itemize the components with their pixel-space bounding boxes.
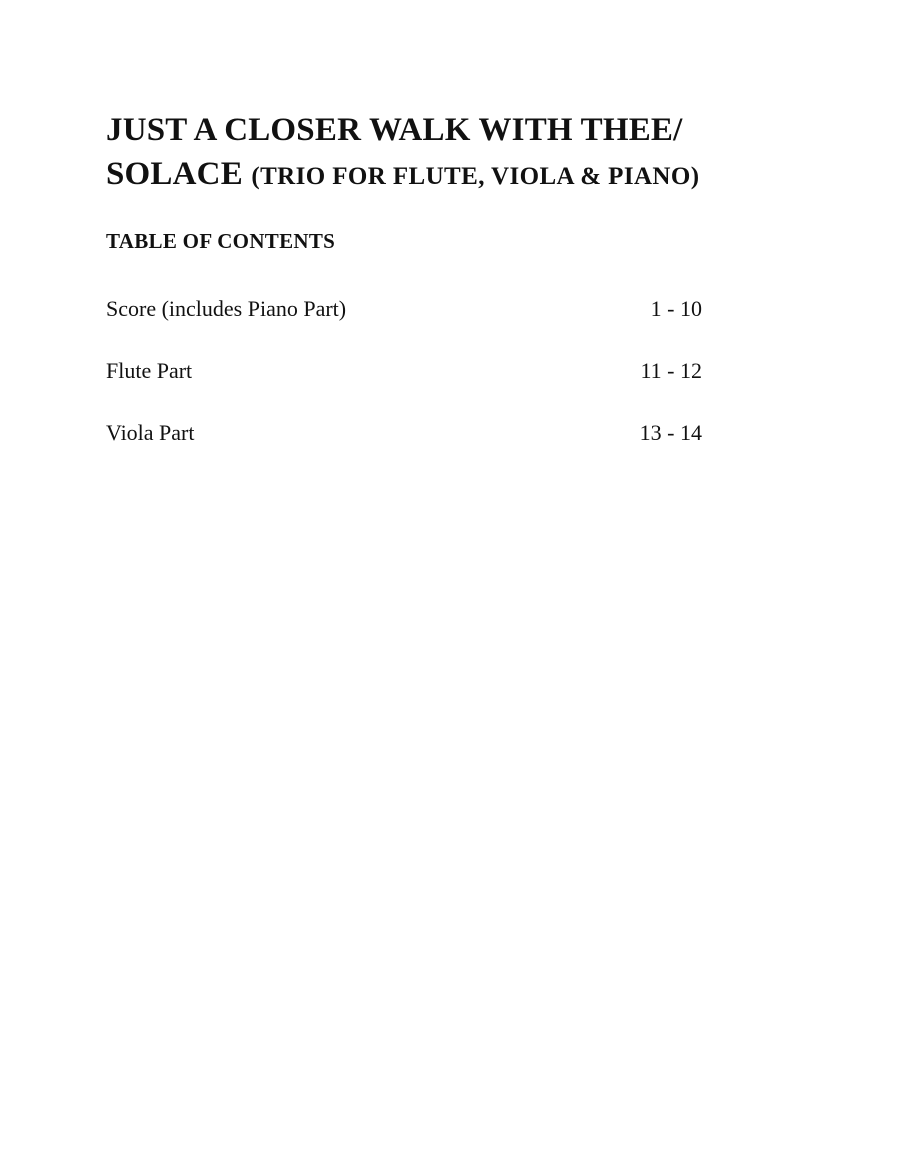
- toc-entry-label: Score (includes Piano Part): [106, 296, 347, 321]
- toc-entry-label: Viola Part: [106, 420, 195, 445]
- toc-entry-pages: 1 - 10: [650, 296, 702, 321]
- title-line-1: JUST A CLOSER WALK WITH THEE/: [106, 112, 683, 148]
- title-line-2: SOLACE: [106, 156, 243, 192]
- toc-heading: TABLE OF CONTENTS: [106, 229, 336, 253]
- toc-entry-score: [106, 294, 706, 356]
- document-title: [106, 108, 699, 199]
- toc-entry-flute-part: [106, 356, 706, 418]
- toc-entry-viola-part: [106, 418, 706, 480]
- toc-entry-label: Flute Part: [106, 358, 193, 383]
- title-subtitle: (TRIO FOR FLUTE, VIOLA & PIANO): [251, 163, 700, 190]
- toc-entry-pages: 11 - 12: [640, 358, 702, 383]
- table-of-contents: [106, 294, 706, 480]
- toc-entry-pages: 13 - 14: [639, 420, 702, 445]
